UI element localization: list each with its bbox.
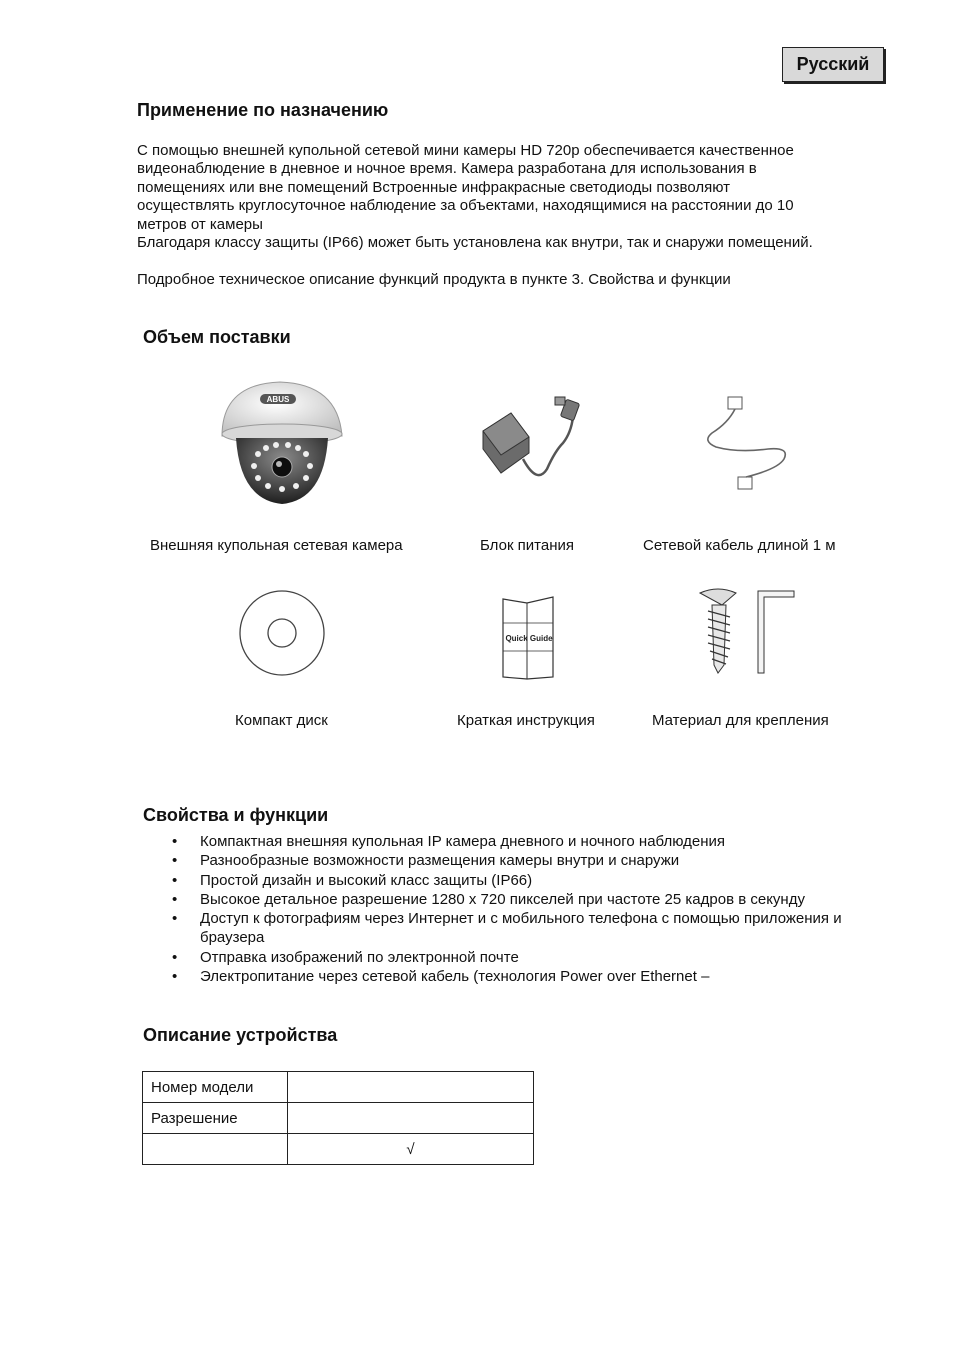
- usage-line: осуществлять круглосуточное наблюдение за объектами, находящимися на расстоянии до 10: [137, 197, 794, 215]
- mounting-screw-icon: [690, 587, 800, 677]
- item-caption-power-supply: Блок питания: [480, 537, 574, 554]
- compact-disc-icon: [238, 589, 326, 677]
- network-cable-icon: [698, 393, 794, 495]
- quick-guide-icon: [499, 593, 559, 681]
- item-caption-quick-guide: Краткая инструкция: [457, 712, 595, 729]
- dome-camera-icon: [218, 378, 350, 510]
- power-adapter-icon: [477, 393, 592, 493]
- table-row: [143, 1103, 534, 1134]
- features-list: [170, 832, 890, 986]
- usage-paragraph: [137, 142, 877, 252]
- list-item: • Высокое детальное разрешение 1280 x 720 пикселей при частоте 25 кадров в секунду: [170, 890, 890, 909]
- table-row: [143, 1134, 534, 1165]
- language-badge: Русский: [782, 47, 884, 82]
- usage-line: Благодаря классу защиты (IP66) может быть установлена как внутри, так и снаружи помещений.: [137, 234, 813, 252]
- table-cell-value: [288, 1103, 534, 1134]
- table-cell-label: [143, 1134, 288, 1165]
- list-item: • Простой дизайн и высокий класс защиты (IP66): [170, 871, 890, 890]
- device-spec-table: [142, 1071, 534, 1165]
- list-item: • Отправка изображений по электронной почте: [170, 948, 890, 967]
- table-cell-label: Номер модели: [143, 1072, 288, 1103]
- table-row: [143, 1072, 534, 1103]
- usage-note: Подробное техническое описание функций продукта в пункте 3. Свойства и функции: [137, 271, 731, 288]
- features-heading: Свойства и функции: [143, 805, 329, 825]
- device-heading: Описание устройства: [143, 1025, 338, 1045]
- list-item: • Разнообразные возможности размещения камеры внутри и снаружи: [170, 851, 890, 870]
- table-cell-value: √: [288, 1134, 534, 1165]
- item-caption-compact-disc: Компакт диск: [235, 712, 328, 729]
- table-cell-label: Разрешение: [143, 1103, 288, 1134]
- usage-line: видеонаблюдение в дневное и ночное время. Камера разработана для использования в: [137, 160, 757, 178]
- delivery-heading: Объем поставки: [143, 327, 291, 347]
- table-cell-value: [288, 1072, 534, 1103]
- usage-line: метров от камеры: [137, 215, 263, 233]
- item-caption-camera: Внешняя купольная сетевая камера: [150, 537, 403, 554]
- camera-logo: ABUS: [266, 395, 290, 404]
- booklet-title: Quick Guide: [505, 634, 553, 643]
- usage-line: С помощью внешней купольной сетевой мини камеры HD 720p обеспечивается качественное: [137, 142, 794, 159]
- item-caption-mounting-material: Материал для крепления: [652, 712, 829, 729]
- list-item: • Доступ к фотографиям через Интернет и с мобильного телефона с помощью приложения и браузера: [170, 909, 890, 948]
- item-caption-network-cable: Сетевой кабель длиной 1 м: [643, 537, 836, 554]
- list-item: • Электропитание через сетевой кабель (технология Power over Ethernet –: [170, 967, 890, 986]
- usage-line: помещениях или вне помещений Встроенные инфракрасные светодиоды позволяют: [137, 178, 730, 196]
- list-item: • Компактная внешняя купольная IP камера дневного и ночного наблюдения: [170, 832, 890, 851]
- usage-heading: Применение по назначению: [137, 100, 389, 120]
